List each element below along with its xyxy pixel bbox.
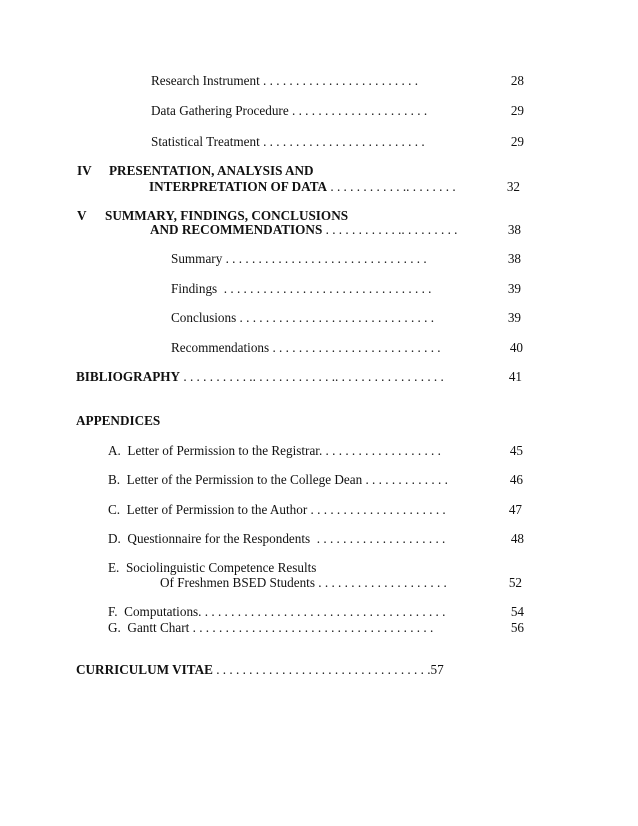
- toc-page-number: 39: [507, 281, 521, 296]
- toc-page-number: 46: [509, 472, 523, 487]
- toc-appendices-heading: APPENDICES: [76, 413, 161, 428]
- toc-entry-curriculum-vitae: [76, 662, 444, 678]
- toc-chapter-title-line1: PRESENTATION, ANALYSIS AND: [109, 163, 314, 178]
- toc-chapter-title-line2: [150, 222, 457, 238]
- toc-chapter-number: IV: [77, 163, 92, 178]
- toc-page-number: 29: [510, 134, 524, 149]
- toc-chapter-title-line2: [149, 179, 456, 195]
- toc-appendix-entry: G. Gantt Chart . . . . . . . . . . . . . . . . . . . . . . . . . . . . . . . . . . . . .: [108, 620, 434, 635]
- toc-appendix-entry: A. Letter of Permission to the Registrar. . . . . . . . . . . . . . . . . . .: [108, 443, 441, 458]
- toc-appendix-entry: C. Letter of Permission to the Author . . . . . . . . . . . . . . . . . . . . .: [108, 502, 446, 517]
- toc-entry-conclusions: Conclusions . . . . . . . . . . . . . . . . . . . . . . . . . . . . . .: [171, 310, 435, 325]
- toc-page-number: 48: [510, 531, 524, 546]
- toc-appendix-entry: D. Questionnaire for the Respondents . . . . . . . . . . . . . . . . . . . .: [108, 531, 446, 546]
- toc-appendix-entry: B. Letter of the Permission to the College Dean . . . . . . . . . . . . .: [108, 472, 448, 487]
- toc-appendix-entry-cont: Of Freshmen BSED Students . . . . . . . . . . . . . . . . . . . .: [160, 575, 447, 590]
- toc-page-number: 38: [507, 251, 521, 266]
- toc-page-number: 32: [506, 179, 520, 194]
- toc-page-number: 56: [510, 620, 524, 635]
- toc-page-number: 41: [508, 369, 522, 384]
- toc-entry-statistical-treatment: Statistical Treatment . . . . . . . . . . . . . . . . . . . . . . . . .: [151, 134, 425, 149]
- toc-page-number: 40: [509, 340, 523, 355]
- toc-section-title: CURRICULUM VITAE: [76, 662, 213, 677]
- toc-page-number: 29: [510, 103, 524, 118]
- toc-page-number: 28: [510, 73, 524, 88]
- toc-page-number: 47: [508, 502, 522, 517]
- toc-page-number: 54: [510, 604, 524, 619]
- toc-entry-findings: Findings . . . . . . . . . . . . . . . . . . . . . . . . . . . . . . . .: [171, 281, 432, 296]
- toc-page-number: 52: [508, 575, 522, 590]
- toc-chapter-title-line1: SUMMARY, FINDINGS, CONCLUSIONS: [105, 208, 349, 223]
- toc-entry-research-instrument: Research Instrument . . . . . . . . . . . . . . . . . . . . . . . .: [151, 73, 419, 88]
- toc-leader-dots: . . . . . . . . . . .. . . . . . . . . . . . .. . . . . . . . . . . . . . . . .: [180, 369, 444, 384]
- toc-chapter-title-text: INTERPRETATION OF DATA: [149, 179, 328, 194]
- toc-chapter-title-text: AND RECOMMENDATIONS: [150, 222, 323, 237]
- toc-appendix-entry: E. Sociolinguistic Competence Results: [108, 560, 317, 575]
- toc-page-number: 57: [430, 662, 444, 677]
- toc-leader-dots: . . . . . . . . . . . .. . . . . . . .: [327, 179, 456, 194]
- toc-entry-data-gathering: Data Gathering Procedure . . . . . . . . . . . . . . . . . . . . .: [151, 103, 428, 118]
- toc-entry-summary: Summary . . . . . . . . . . . . . . . . . . . . . . . . . . . . . . .: [171, 251, 427, 266]
- toc-leader-dots: . . . . . . . . . . . . . . . . . . . . . . . . . . . . . . . . .: [212, 662, 431, 677]
- toc-appendix-entry: F. Computations. . . . . . . . . . . . . . . . . . . . . . . . . . . . . . . . . . . . . .: [108, 604, 446, 619]
- toc-entry-recommendations: Recommendations . . . . . . . . . . . . . . . . . . . . . . . . . .: [171, 340, 441, 355]
- toc-leader-dots: . . . . . . . . . . . .. . . . . . . . .: [322, 222, 458, 237]
- toc-page-number: 45: [509, 443, 523, 458]
- toc-page-number: 39: [507, 310, 521, 325]
- toc-entry-bibliography: [76, 369, 444, 385]
- toc-page-number: 38: [507, 222, 521, 237]
- toc-chapter-number: V: [77, 208, 87, 223]
- toc-section-title: BIBLIOGRAPHY: [76, 369, 181, 384]
